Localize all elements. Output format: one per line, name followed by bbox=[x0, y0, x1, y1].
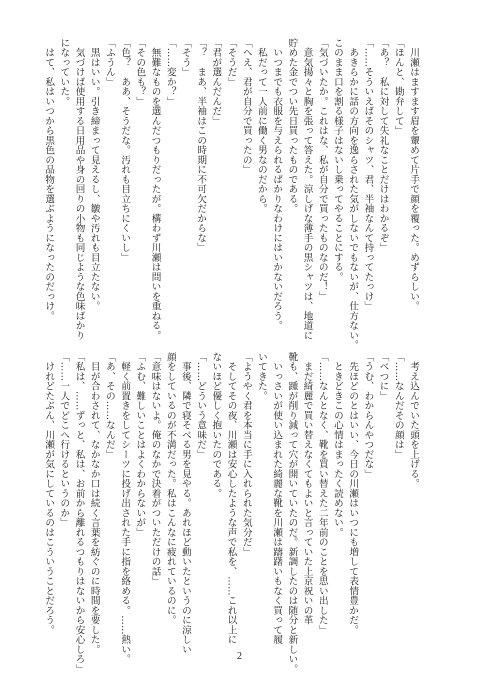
text-line: はて、私はいつから黒色の品物を選ぶようになったのだっけ。 bbox=[43, 38, 55, 321]
text-line: 事後、隣で寝そべる男を見やる。あれほど動いたというのに涼しい bbox=[179, 352, 191, 655]
text-block-top bbox=[43, 38, 421, 350]
text-line: 貯めた金でつい先日買ったものである。 bbox=[286, 38, 298, 214]
text-line: 「……一人でどこへ行けるというのか」 bbox=[58, 352, 70, 528]
text-line: 無難なものを選んだつもりだったが。構わず川瀬は問いを重ねる。 bbox=[149, 38, 161, 341]
text-line: 「うむ、わからんやつだな」 bbox=[362, 352, 374, 479]
text-line: 「あ？ 私に対して失礼なことだけはわかるぞ」 bbox=[377, 38, 389, 253]
text-line: いつまでも衣服を与えられるばかりなわけにはいかないだろう。 bbox=[271, 38, 283, 331]
text-line: 「その色も？」 bbox=[134, 38, 146, 107]
text-line: 考え込んでいた頭を上げる。 bbox=[408, 352, 419, 489]
text-line: 「……なんだその顔は」 bbox=[392, 352, 404, 460]
text-line: けれどたぶん、川瀬が気にしているのはこういうことだろう。 bbox=[43, 352, 55, 635]
text-line: 軽く前置きをしてシーツに投げ出された手に指を絡める。……熱い。 bbox=[119, 352, 131, 664]
text-line: 顔をしているのが不満だった。私はこんなに疲れているのに。 bbox=[164, 352, 176, 625]
text-line: まだ綺麗で買い替えなくてもよいと言っていた上京祝いの革 bbox=[301, 352, 313, 625]
text-line: 気づけば使用する日用品や身の回りの小物も同じような色味ばかり bbox=[73, 38, 85, 341]
text-line: 「……どういう意味だ」 bbox=[195, 352, 207, 460]
text-line: 「？ まあ、半袖はこの時期に不可欠だからな」 bbox=[195, 38, 207, 253]
text-line: 「……なんとなく、靴を買い替えた二年前のことを思い出した」 bbox=[316, 352, 328, 635]
text-line: いてきた。 bbox=[255, 352, 267, 401]
text-line: いっさいが使い込まれた綺麗な靴を川瀬は躊躇いもなく買って履 bbox=[271, 352, 283, 645]
text-line: 先ほどのとはいい、今日の川瀬はいつにも増して表情豊かだ。 bbox=[347, 352, 359, 635]
text-line: ないほど優しく抱いたのである。 bbox=[210, 352, 222, 499]
text-line: そしてその夜、川瀬は安心したような声で私を、……これ以上に bbox=[225, 352, 237, 645]
text-line: 「私は、……ずっと、私は、お前から離れるつもりはないから安心しろ」 bbox=[73, 352, 85, 674]
text-line: 「気づいたか。これはな、私が自分で買ったものなのだ！」 bbox=[316, 38, 328, 302]
text-line: 「ふうん」 bbox=[103, 38, 115, 87]
text-line: あきらかに話の方向を逸らされた気がしないでもないが、仕方ない。 bbox=[347, 38, 359, 350]
text-line: 黒はいい。引き締まって見えるし、皺や汚れも目立たない。 bbox=[88, 38, 100, 311]
text-line: 「べつに」 bbox=[377, 352, 389, 401]
text-line: 「へえ、君が自分で買ったの」 bbox=[240, 38, 252, 175]
text-line: 「……そういえばそのシャツ、君、半袖なんて持ってたっけ」 bbox=[362, 38, 374, 311]
text-line: 「ほんと、勘弁して」 bbox=[392, 38, 404, 136]
text-line: 靴も、踵が削り減って穴が開いていたのだ。新調したのは随分と新しい。 bbox=[286, 352, 298, 674]
text-block-bottom bbox=[43, 352, 421, 674]
text-line: 「ふむ、難しいことはよくわからないが」 bbox=[134, 352, 146, 538]
text-line: ときどきこの心情はまったく読めない。 bbox=[331, 352, 343, 538]
text-line: 川瀬はますます眉を顰めて片手で顔を覆った。めずらしい。 bbox=[408, 38, 419, 311]
text-line: このまま口を割る様子はないし乗ってやることにする。 bbox=[331, 38, 343, 282]
text-line: 「意味はないよ。俺のなかで決着がついただけの話」 bbox=[149, 352, 161, 586]
page-number: 2 bbox=[237, 651, 242, 662]
text-line: 「そうだ」 bbox=[225, 38, 237, 87]
text-line: 「あ、その……なんだ」 bbox=[103, 352, 115, 460]
text-line: 「色？ ああ、そうだな。汚れも目立ちにくいし」 bbox=[119, 38, 131, 263]
text-line: 「……変か？」 bbox=[164, 38, 176, 107]
text-line: 目が合わされて、なかなか口は続く言葉を紡ぐのに時間を要した。 bbox=[88, 352, 100, 655]
text-line: 「そう」 bbox=[179, 38, 191, 77]
text-line: 「ようやく君を本当に手に入れられた気分だ」 bbox=[240, 352, 252, 557]
text-line: 私だって一人前に働く男なのだから。 bbox=[255, 38, 267, 214]
text-line: 「君が選んだんだ」 bbox=[210, 38, 222, 126]
text-line: になっていた。 bbox=[58, 38, 70, 107]
text-line: 意気揚々と胸を張って答えた。涼しげな薄手の黒シャツは、地道に bbox=[301, 38, 313, 341]
